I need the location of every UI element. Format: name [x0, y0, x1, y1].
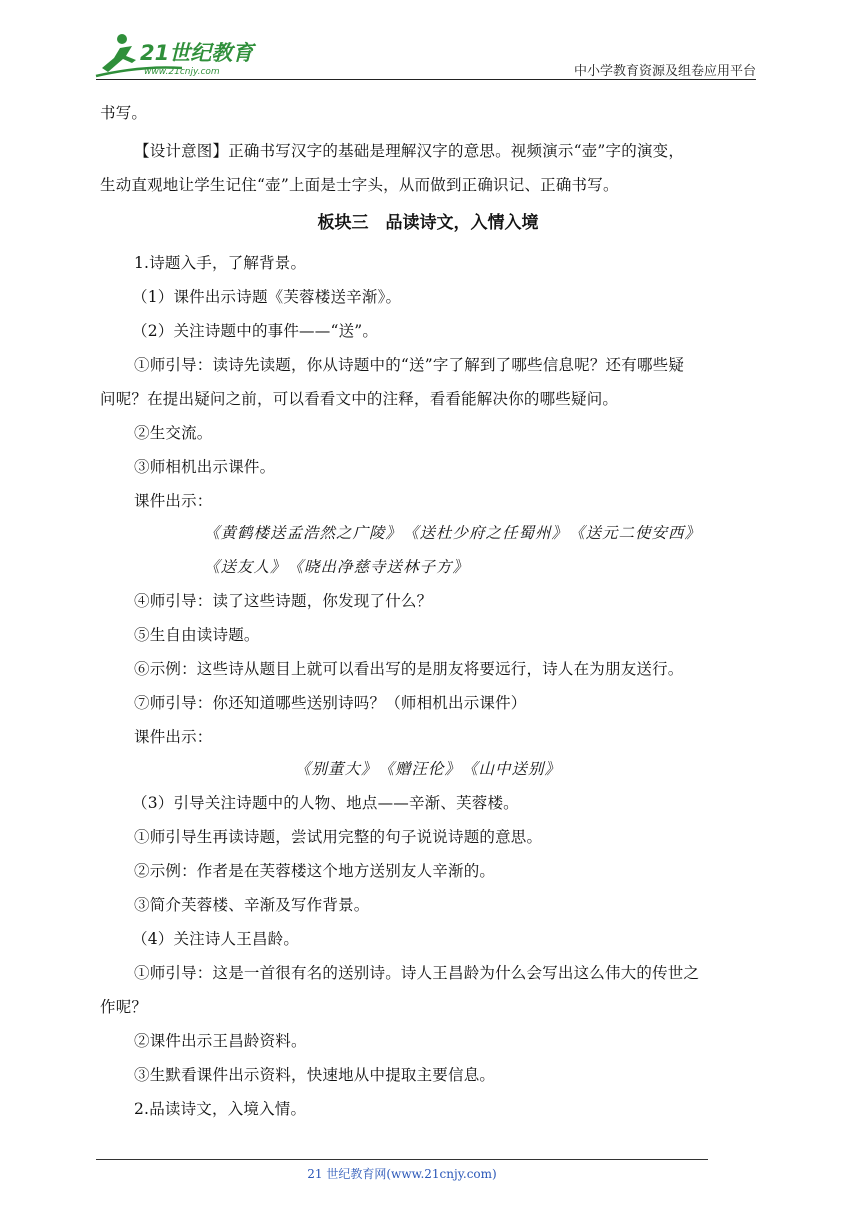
svg-text:www.21cnjy.com: www.21cnjy.com: [144, 67, 220, 77]
courseware-label: 课件出示：: [134, 492, 213, 510]
paragraph: ⑦师引导：你还知道哪些送别诗吗？（师相机出示课件）: [134, 694, 527, 712]
page-header: [0, 0, 860, 86]
paragraph: ④师引导：读了这些诗题，你发现了什么？: [134, 592, 433, 610]
paragraph: ③师相机出示课件。: [134, 458, 276, 476]
design-intent-line-2: 生动直观地让学生记住“壶”上面是士字头，从而做到正确识记、正确书写。: [100, 176, 619, 194]
paragraph: 书写。: [100, 104, 148, 122]
paragraph: ②示例：作者是在芙蓉楼这个地方送别友人辛渐的。: [134, 862, 496, 880]
header-divider: [96, 79, 756, 80]
paragraph: ⑥示例：这些诗从题目上就可以看出写的是朋友将要远行，诗人在为朋友送行。: [134, 660, 684, 678]
svg-text:21世纪教育: 21世纪教育: [140, 41, 254, 65]
poem-titles-row: 《别董大》 《赠汪伦》 《山中送别》: [294, 760, 561, 778]
paragraph: （3）引导关注诗题中的人物、地点——辛渐、芙蓉楼。: [132, 794, 519, 812]
paragraph: （2）关注诗题中的事件——“送”。: [132, 322, 379, 340]
paragraph: ②课件出示王昌龄资料。: [134, 1032, 307, 1050]
paragraph: ③简介芙蓉楼、辛渐及写作背景。: [134, 896, 370, 914]
design-intent-line-1: 【设计意图】正确书写汉字的基础是理解汉字的意思。视频演示“壶”字的演变，: [134, 142, 685, 160]
paragraph: ②生交流。: [134, 424, 213, 442]
footer-link[interactable]: 21 世纪教育网(www.21cnjy.com): [307, 1167, 497, 1181]
platform-name: 中小学教育资源及组卷应用平台: [573, 64, 756, 79]
paragraph: （1）课件出示诗题《芙蓉楼送辛渐》。: [132, 288, 402, 306]
poem-titles-row: 《黄鹤楼送孟浩然之广陵》 《送杜少府之任蜀州》 《送元二使安西》: [204, 524, 702, 542]
paragraph: 问呢？在提出疑问之前，可以看看文中的注释，看看能解决你的哪些疑问。: [100, 390, 619, 408]
paragraph: ①师引导生再读诗题，尝试用完整的句子说说诗题的意思。: [134, 828, 543, 846]
paragraph: 2.品读诗文，入境入情。: [134, 1100, 307, 1118]
site-logo: [92, 30, 262, 80]
footer-divider: [96, 1159, 708, 1160]
paragraph: ⑤生自由读诗题。: [134, 626, 260, 644]
paragraph: ③生默看课件出示资料，快速地从中提取主要信息。: [134, 1066, 496, 1084]
paragraph: ①师引导：这是一首很有名的送别诗。诗人王昌龄为什么会写出这么伟大的传世之: [134, 964, 700, 982]
paragraph: 1.诗题入手，了解背景。: [134, 254, 307, 272]
section-title: 板块三 品读诗文，入情入境: [317, 213, 539, 233]
paragraph: 作呢？: [100, 998, 148, 1016]
poem-titles-row: 《送友人》 《晓出净慈寺送林子方》: [204, 558, 470, 576]
paragraph: ①师引导：读诗先读题，你从诗题中的“送”字了解到了哪些信息呢？还有哪些疑: [134, 356, 685, 374]
paragraph: （4）关注诗人王昌龄。: [132, 930, 300, 948]
courseware-label: 课件出示：: [134, 728, 213, 746]
